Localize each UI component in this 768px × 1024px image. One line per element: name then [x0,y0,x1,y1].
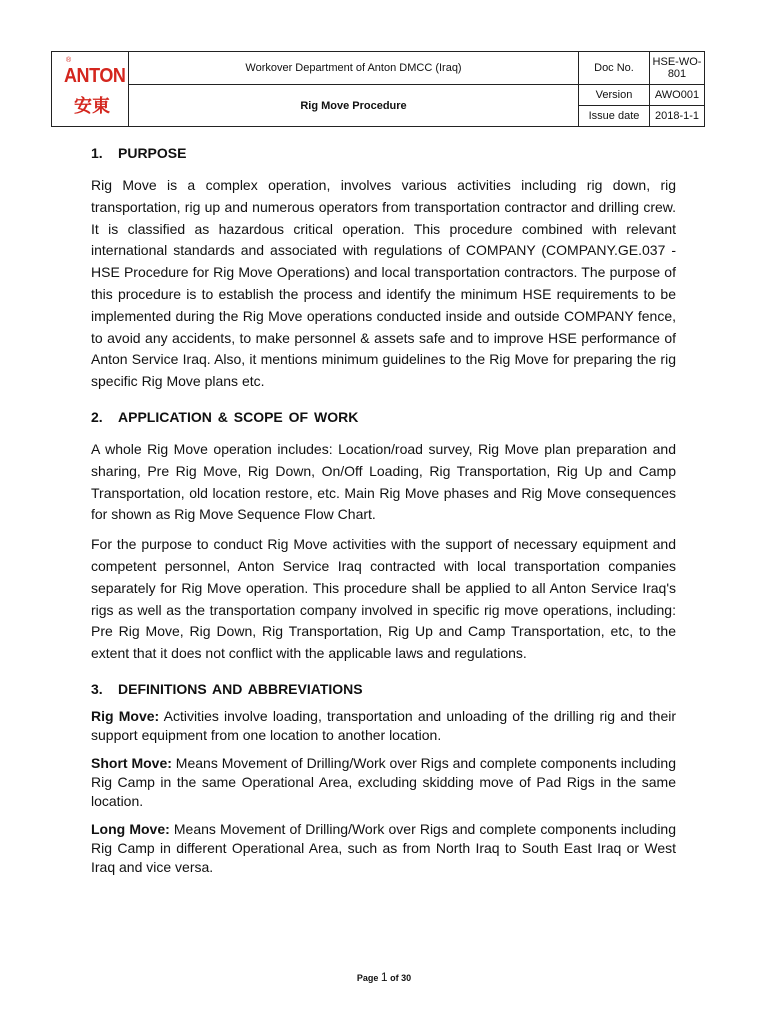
section-title: PURPOSE [118,145,187,161]
definition-text: Means Movement of Drilling/Work over Rigs and complete components including Rig Camp in different Operational Area, such as from North Iraq to South East Iraq or West Iraq and vice versa. [91,820,676,875]
section-number: 1. [91,145,103,161]
section-heading-purpose [91,145,676,161]
document-body [91,145,676,886]
definition-rig-move [91,707,676,745]
section-number: 2. [91,408,103,425]
definition-text: Means Movement of Drilling/Work over Rigs and complete components including Rig Camp in the same Operational Area, excluding skidding move of Pad Rigs in the same location. [91,754,676,809]
page-total: of 30 [390,973,412,983]
department-name: Workover Department of Anton DMCC (Iraq) [129,52,579,85]
issue-date-label: Issue date [579,106,650,126]
logo-text-cn: 安東 [74,96,110,116]
company-logo [52,52,129,126]
page-number: 1 [380,970,388,984]
section-heading-definitions [91,681,676,697]
scope-paragraph-1: A whole Rig Move operation includes: Location/road survey, Rig Move plan preparation and sharing, Pre Rig Move, Rig Down, On/Off Loading, Rig Transportation, Rig Up and Camp Transportation, old location restore, etc. Main Rig Move phases and Rig Move consequences for shown as Rig Move Sequence Flow Chart. [91,440,676,523]
definition-term: Long Move: [91,820,170,837]
doc-no-label: Doc No. [579,52,650,85]
version-value: AWO001 [650,85,704,106]
section-title: DEFINITIONS AND ABBREVIATIONS [118,680,363,697]
section-heading-scope [91,409,676,425]
doc-no-value: HSE-WO-801 [650,52,704,85]
issue-date-value: 2018-1-1 [654,110,700,122]
page-label: Page [356,973,379,983]
definition-term: Short Move: [91,754,172,771]
logo-text-en: ANTON [64,65,126,87]
definition-term: Rig Move: [91,707,160,724]
definition-text: Activities involve loading, transportation and unloading of the drilling rig and their support equipment from one location to another location. [91,707,677,743]
scope-paragraph-2: For the purpose to conduct Rig Move activities with the support of necessary equipment and competent personnel, Anton Service Iraq contracted with local transportation companies separately for Rig Move operation. This procedure shall be applied to all Anton Service Iraq's rigs as well as the transportation company involved in specific rig move operations, including: Pre Rig Move, Rig Down, Rig Transportation, Rig Up and Camp Transportation, etc, to the extent that it does not conflict with the applicable laws and regulations. [91,536,676,662]
logo-registered-mark: ® [66,57,72,64]
section-title: APPLICATION & SCOPE OF WORK [118,408,359,425]
section-number: 3. [91,680,103,697]
definition-short-move [91,754,676,811]
document-title: Rig Move Procedure [129,85,579,126]
definition-long-move [91,820,676,877]
version-label: Version [579,85,650,106]
document-header-table [51,51,705,127]
page-footer [0,970,768,984]
purpose-paragraph: Rig Move is a complex operation, involves various activities including rig down, rig transportation, rig up and numerous operators from transportation contractor and drilling crew. It is classified as hazardous critical operation. This procedure combined with relevant international standards and associated with regulations of COMPANY (COMPANY.GE.037 - HSE Procedure for Rig Move Operations) and local transportation contractors. The purpose of this procedure is to establish the process and identify the minimum HSE requirements to be implemented during the Rig Move operations conducted inside and outside COMPANY fence, to avoid any accidents, to make personnel & assets safe and to improve HSE performance of Anton Service Iraq. Also, it mentions minimum guidelines to the Rig Move for preparing the rig specific Rig Move plans etc. [91,177,676,390]
